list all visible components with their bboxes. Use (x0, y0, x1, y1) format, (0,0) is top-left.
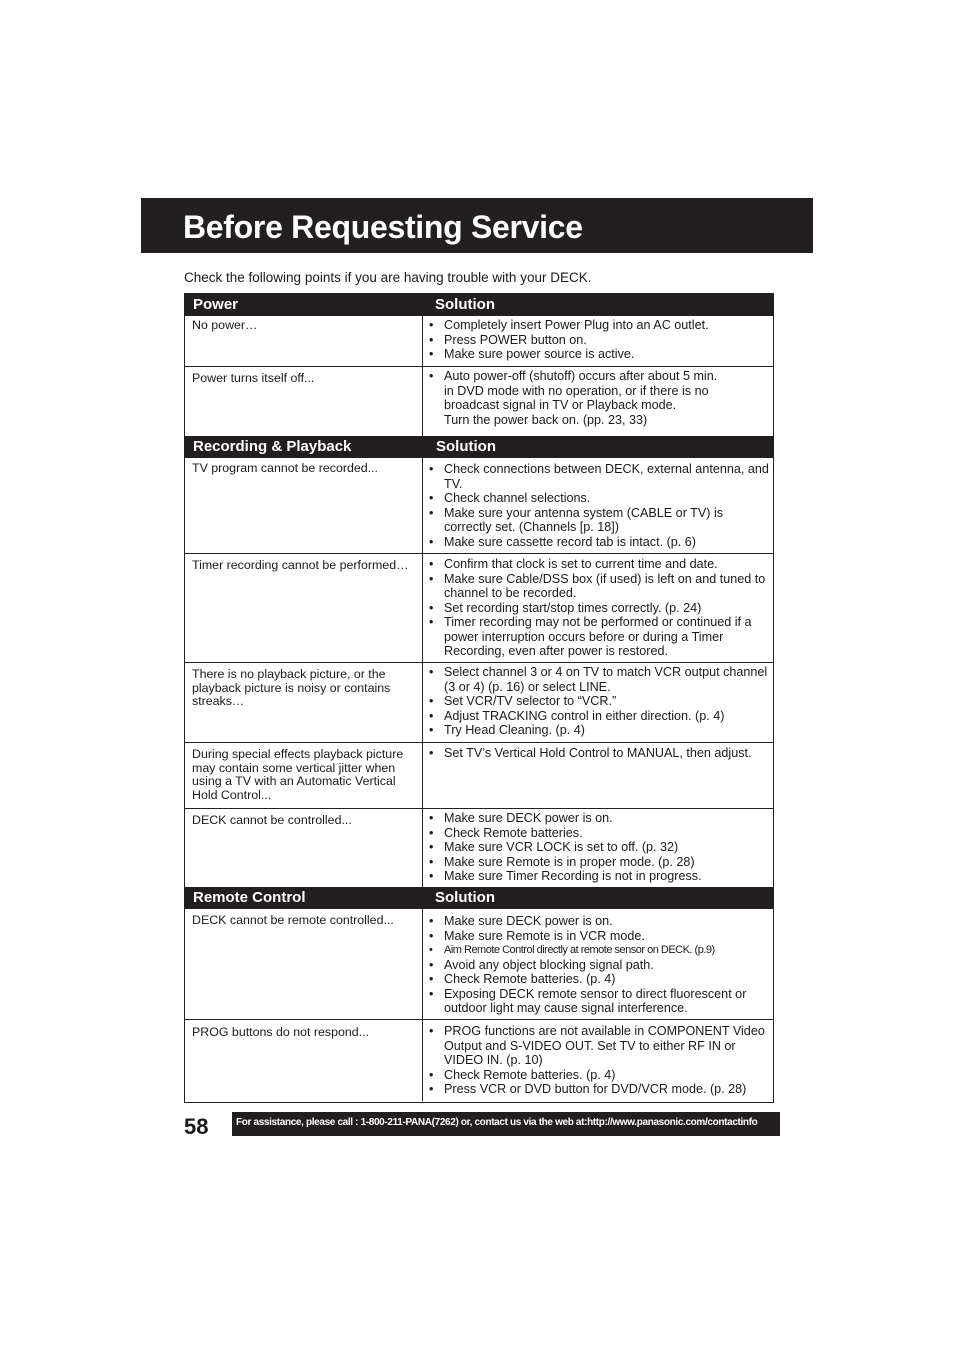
solution-list (429, 914, 769, 1016)
solution-item: • Set recording start/stop times correctly. (p. 24) (429, 601, 769, 616)
table-row (185, 909, 773, 1020)
troubleshooting-table (184, 293, 774, 1103)
solution-list (429, 462, 769, 549)
column-divider (422, 458, 423, 553)
intro-text: Check the following points if you are having trouble with your DECK. (184, 270, 592, 285)
solution-item: • Check Remote batteries. (p. 4) (429, 972, 769, 987)
problem-text: TV program cannot be recorded... (192, 461, 378, 475)
solution-item: • Exposing DECK remote sensor to direct fluorescent or outdoor light may cause signal interference. (429, 987, 769, 1016)
solution-item: • Make sure Remote is in VCR mode. (429, 929, 769, 944)
table-row (185, 316, 773, 367)
solution-item: in DVD mode with no operation, or if there is no (444, 383, 709, 398)
table-row (185, 809, 773, 887)
solution-item: • Make sure power source is active. (429, 347, 769, 362)
table-row (185, 554, 773, 663)
solution-item: • Press POWER button on. (429, 333, 769, 348)
footer-bar (232, 1112, 780, 1136)
solution-item: • Check channel selections. (429, 491, 769, 506)
table-row (185, 367, 773, 436)
solution-item: • Make sure DECK power is on. (429, 811, 769, 826)
page-number: 58 (184, 1114, 209, 1139)
table-row (185, 458, 773, 554)
solution-item: • Check Remote batteries. (429, 826, 769, 841)
solution-heading: Solution (435, 296, 495, 313)
solution-item: • Completely insert Power Plug into an AC outlet. (429, 318, 769, 333)
solution-item: • Aim Remote Control directly at remote sensor on DECK. (p.9) (429, 943, 769, 958)
solution-list (429, 811, 769, 884)
solution-item: • Timer recording may not be performed or continued if a power interruption occurs before or during a Timer Recording, even after power is restored. (429, 615, 769, 659)
solution-item: • Select channel 3 or 4 on TV to match VCR output channel (3 or 4) (p. 16) or select LINE. (429, 665, 769, 694)
column-divider (422, 316, 423, 366)
solution-list (429, 318, 769, 362)
solution-item: • Press VCR or DVD button for DVD/VCR mode. (p. 28) (429, 1082, 769, 1097)
section-header-remote-control (185, 887, 773, 909)
title-bar (141, 198, 813, 253)
solution-list (429, 557, 769, 659)
table-row (185, 1020, 773, 1101)
solution-list (429, 746, 769, 761)
solution-item: • Set VCR/TV selector to “VCR.” (429, 694, 769, 709)
column-divider (422, 554, 423, 662)
solution-item: • Make sure VCR LOCK is set to off. (p. 32) (429, 840, 769, 855)
problem-text: There is no playback picture, or the playback picture is noisy or contains streaks… (192, 667, 391, 709)
solution-heading: Solution (435, 889, 495, 906)
solution-item: • Adjust TRACKING control in either direction. (p. 4) (429, 709, 769, 724)
column-divider (422, 663, 423, 742)
solution-list (429, 665, 769, 738)
solution-list (429, 1024, 769, 1097)
solution-item: • Check connections between DECK, external antenna, and TV. (429, 462, 769, 491)
section-heading: Remote Control (193, 889, 306, 906)
section-header-recording-playback (185, 436, 773, 458)
section-heading: Recording & Playback (193, 438, 352, 455)
column-divider (422, 809, 423, 887)
solution-item: Turn the power back on. (pp. 23, 33) (444, 412, 648, 427)
solution-item: • Check Remote batteries. (p. 4) (429, 1068, 769, 1083)
solution-item: • Make sure Remote is in proper mode. (p. 28) (429, 855, 769, 870)
solution-item: • Make sure cassette record tab is intact. (p. 6) (429, 535, 769, 550)
column-divider (422, 909, 423, 1019)
solution-item: • Auto power-off (shutoff) occurs after about 5 min. (429, 369, 769, 384)
problem-text: DECK cannot be remote controlled... (192, 913, 394, 927)
column-divider (422, 367, 423, 436)
problem-text: DECK cannot be controlled... (192, 813, 352, 827)
solution-item: • Try Head Cleaning. (p. 4) (429, 723, 769, 738)
solution-item: • Make sure DECK power is on. (429, 914, 769, 929)
footer-text: For assistance, please call : 1-800-211-PANA(7262) or, contact us via the web at:http://www.panasonic.com/contactinfo (236, 1117, 758, 1128)
solution-item: • Set TV’s Vertical Hold Control to MANUAL, then adjust. (429, 746, 769, 761)
solution-item: • Avoid any object blocking signal path. (429, 958, 769, 973)
column-divider (422, 743, 423, 808)
table-row (185, 743, 773, 809)
page-title: Before Requesting Service (183, 209, 583, 245)
problem-text: Power turns itself off... (192, 371, 315, 385)
section-heading: Power (193, 296, 239, 313)
solution-item: broadcast signal in TV or Playback mode. (444, 398, 677, 412)
problem-text: PROG buttons do not respond... (192, 1025, 370, 1039)
column-divider (422, 1020, 423, 1101)
solution-item: • Make sure your antenna system (CABLE or TV) is correctly set. (Channels [p. 18]) (429, 506, 769, 535)
solution-list (429, 369, 769, 427)
solution-item: • PROG functions are not available in COMPONENT Video Output and S-VIDEO OUT. Set TV to either RF IN or VIDEO IN. (p. 10) (429, 1024, 769, 1068)
table-row (185, 663, 773, 743)
solution-item: • Make sure Cable/DSS box (if used) is left on and tuned to channel to be recorded. (429, 572, 769, 601)
solution-item: • Make sure Timer Recording is not in progress. (429, 869, 769, 884)
problem-text: No power… (192, 318, 258, 332)
problem-text: Timer recording cannot be performed… (192, 558, 409, 572)
problem-text: During special effects playback picture may contain some vertical jitter when using a TV with an Automatic Vertical Hold Control... (192, 747, 404, 803)
solution-item: • Confirm that clock is set to current time and date. (429, 557, 769, 572)
section-header-power (185, 294, 773, 316)
solution-heading: Solution (436, 438, 496, 455)
